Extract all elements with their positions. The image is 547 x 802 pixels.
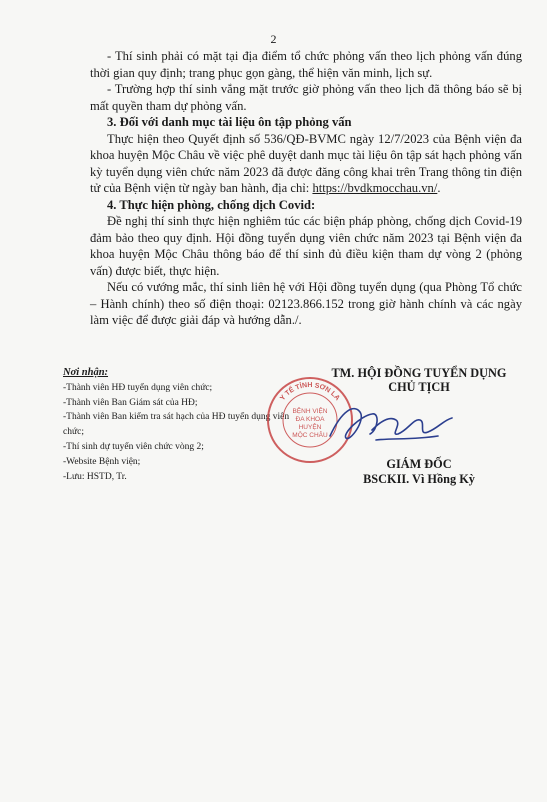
handwritten-signature [320,390,465,460]
section4-heading: 4. Thực hiện phòng, chống dịch Covid: [107,197,316,212]
link-suffix: . [437,181,441,195]
paragraph-attendance: - Thí sinh phải có mặt tại địa điểm tổ chức phỏng vấn theo lịch phỏng vấn đúng thời gian quy định; trang phục gọn gàng, thể hiện văn minh, lịch sự. [90,49,522,80]
section3-heading: 3. Đối với danh mục tài liệu ôn tập phỏng vấn [107,115,352,129]
recipient-item: -Thành viên Ban kiểm tra sát hạch của HĐ tuyển dụng viên chức; [63,412,290,438]
stamp-line: ĐA KHOA [295,416,325,423]
stamp-line: HUYỆN [298,424,322,431]
section4-text: Đề nghị thí sinh thực hiện nghiêm túc các biện pháp phòng, chống dịch Covid-19 đảm bảo theo quy định. Hội đồng tuyển dụng viên chức năm 2023 tại Bệnh viện đa khoa huyện Mộc Châu thông báo để thí sinh đủ điều kiện tham dự vòng 2 (phỏng vấn) được biết, thực hiện. [90,214,522,278]
signer-name: BSCKII. Vì Hồng Kỳ [363,472,475,486]
recipient-item: -Lưu: HSTD, Tr. [63,471,127,482]
signature-role: CHỦ TỊCH [388,380,450,394]
stamp-line: BỆNH VIỆN [292,408,328,415]
recipient-item: -Website Bệnh viện; [63,456,141,467]
stamp-line: MỘC CHÂU [292,432,328,439]
signature-org: TM. HỘI ĐỒNG TUYỂN DỤNG [331,366,507,380]
document-body [90,48,522,329]
stamp-outer-text: Y TẾ TỈNH SƠN LA [279,381,341,403]
recipients-title: Nơi nhận: [63,367,109,378]
contact-paragraph: Nếu có vướng mắc, thí sinh liên hệ với Hội đồng tuyển dụng (qua Phòng Tổ chức – Hành chính) theo số điện thoại: 02123.866.152 trong giờ hành chính và các ngày làm việc để được giải đáp và hướng dẫn./. [90,280,522,327]
recipient-item: -Thành viên Ban Giám sát của HĐ; [63,397,198,408]
recipient-item: -Thành viên HĐ tuyển dụng viên chức; [63,382,213,393]
recipient-item: -Thí sinh dự tuyển viên chức vòng 2; [63,441,204,452]
website-link[interactable]: https://bvdkmocchau.vn/ [312,181,438,195]
signature-position: GIÁM ĐỐC [386,457,452,471]
section3-text [90,131,522,197]
page-number: 2 [270,32,277,46]
paragraph-absence: - Trường hợp thí sinh vắng mặt trước giờ phỏng vấn theo lịch đã thông báo sẽ bị mất quyền tham dự phỏng vấn. [90,82,522,113]
section3-body: Thực hiện theo Quyết định số 536/QĐ-BVMC ngày 12/7/2023 của Bệnh viện đa khoa huyện Mộc Châu về việc phê duyệt danh mục tài liệu ôn tập sát hạch phỏng vấn kỳ tuyển dụng viên chức năm 2023 đã được đăng công khai trên Trang thông tin điện tử của Bệnh viện từ ngày ban hành, địa chỉ: [90,131,522,195]
